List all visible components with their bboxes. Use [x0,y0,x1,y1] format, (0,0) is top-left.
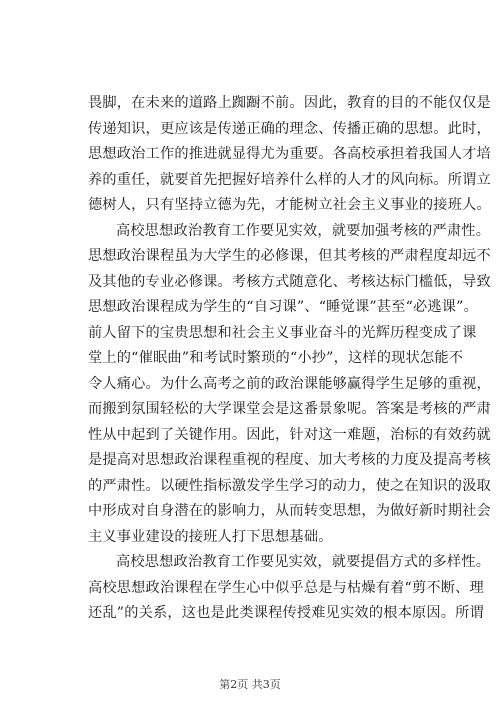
text-line: 还乱”的关系，这也是此类课程传授难见实效的根本原因。所谓 [88,605,484,621]
page-footer: 第2页 共3页 [219,678,281,691]
text-line: 前人留下的宝贵思想和社会主义事业奋斗的光辉历程变成了课 [88,324,477,341]
text-line: 令人痛心。为什么高考之前的政治课能够赢得学生足够的重视， [88,375,491,392]
text-line: 思想政治课程成为学生的“自习课”、“睡觉课”甚至“必逃课”。 [88,299,479,315]
text-line: 中形成对自身潜在的影响力，从而转变思想，为做好新时期社会 [88,503,491,519]
text-line: 高校思想政治课程在学生心中似乎总是与枯燥有着“剪不断、理 [88,579,484,596]
text-line: 德树人，只有坚持立德为先，才能树立社会主义事业的接班人。 [88,197,491,213]
text-line: 而搬到氛围轻松的大学课堂会是这番景象呢。答案是考核的严肃 [88,401,491,417]
text-line: 思想政治课程虽为大学生的必修课，但其考核的严肃程度却远不 [88,248,491,264]
text-line: 及其他的专业必修课。考核方式随意化、考核达标门槛低，导致 [88,273,491,290]
text-line: 主义事业建设的接班人打下思想基础。 [88,528,333,545]
text-line: 传递知识，更应该是传递正确的理念、传播正确的思想。此时， [88,120,491,137]
body-text [88,91,491,627]
text-line: 高校思想政治教育工作要见实效，就要加强考核的严肃性。 [116,222,491,239]
text-line: 畏脚，在未来的道路上踟蹰不前。因此，教育的目的不能仅仅是 [88,95,491,111]
text-line: 是提高对思想政治课程重视的程度、加大考核的力度及提高考核 [88,452,491,468]
text-line: 思想政治工作的推进就显得尤为重要。各高校承担着我国人才培 [88,146,491,162]
text-line: 养的重任，就要首先把握好培养什么样的人才的风向标。所谓立 [88,171,491,188]
text-line: 性从中起到了关键作用。因此，针对这一难题，治标的有效药就 [88,426,491,443]
text-line: 堂上的“催眠曲”和考试时繁琐的“小抄”，这样的现状怎能不 [88,350,464,366]
text-line: 的严肃性。以硬性指标激发学生学习的动力，使之在知识的汲取 [88,477,491,494]
text-line: 高校思想政治教育工作要见实效，就要提倡方式的多样性。 [116,554,491,570]
